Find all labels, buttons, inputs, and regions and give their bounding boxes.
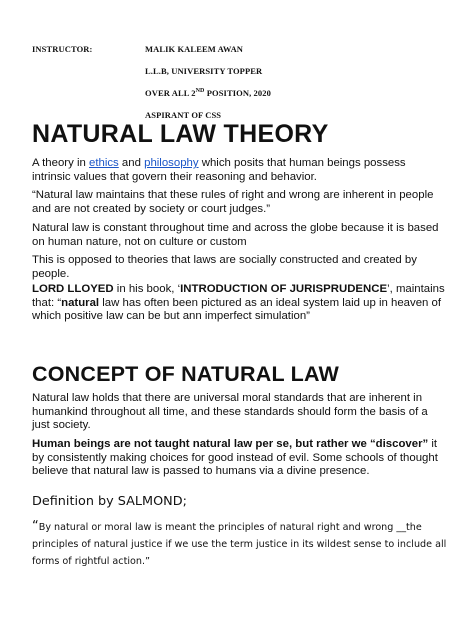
paragraph-definition [32, 157, 446, 184]
position-year: POSITION, 2020 [204, 88, 271, 98]
text-fragment: law has often been pictured as an ideal system laid up in heaven of which positive law can be but ann imperfect simulation” [32, 296, 442, 323]
quote-open-mark: “ [32, 519, 39, 534]
emphasized-word: natural [61, 296, 100, 309]
link-ethics[interactable]: ethics [89, 157, 119, 169]
author-name: LORD LLOYED [32, 283, 114, 295]
paragraph-universal-standards: Natural law holds that there are universal moral standards that are inherent in humankind throughout all time, and these standards should form the basis of a just society. [32, 392, 428, 432]
instructor-name: MALIK KALEEM AWAN [145, 44, 244, 54]
text-fragment: it by consistently making choices for good instead of evil. Some schools of thought believe that natural law is passed to humans via a divine presence. [32, 438, 438, 478]
text-fragment: which posits that human beings possess intrinsic values that govern their reasoning and behavior. [32, 157, 406, 183]
position-ordinal: ND [195, 88, 205, 95]
text-fragment: in his book, ‘ [113, 283, 181, 295]
paragraph-quote-natural-law: “Natural law maintains that these rules of right and wrong are inherent in people and are not created by society or court judges.” [32, 189, 434, 215]
link-philosophy[interactable]: philosophy [144, 157, 199, 169]
text-fragment: and [118, 157, 145, 169]
quote-close-mark: ” [145, 556, 150, 567]
text-fragment: ’, maintains that: “ [32, 283, 445, 309]
instructor-degree: L.L.B, UNIVERSITY TOPPER [145, 66, 263, 76]
position-text: OVER ALL 2 [145, 88, 196, 98]
paragraph-opposed: This is opposed to theories that laws are socially constructed and created by people. [32, 254, 417, 280]
bold-statement: Human beings are not taught natural law per se, but rather we “discover” [32, 438, 429, 450]
instructor-aspirant: ASPIRANT OF CSS [145, 110, 222, 120]
instructor-label: INSTRUCTOR: [32, 44, 93, 54]
definition-heading: Definition by SALMOND; [32, 494, 187, 509]
text-fragment: A theory in [32, 157, 89, 169]
quote-text: By natural or moral law is meant the principles of natural right and wrong __the principles of natural justice if we use the term justice in its wildest sense to include all forms of rightful action. [32, 522, 447, 567]
instructor-details [145, 44, 445, 132]
salmond-quote [32, 518, 450, 570]
section-title-concept: CONCEPT OF NATURAL LAW [32, 362, 339, 386]
instructor-position [145, 88, 445, 110]
section-title-natural-law-theory: NATURAL LAW THEORY [32, 120, 329, 148]
book-title: INTRODUCTION OF JURISPRUDENCE [180, 283, 388, 295]
paragraph-lord-lloyed [32, 283, 446, 324]
paragraph-discover [32, 438, 446, 479]
paragraph-constant: Natural law is constant throughout time and across the globe because it is based on human nature, not on culture or custom [32, 222, 439, 248]
